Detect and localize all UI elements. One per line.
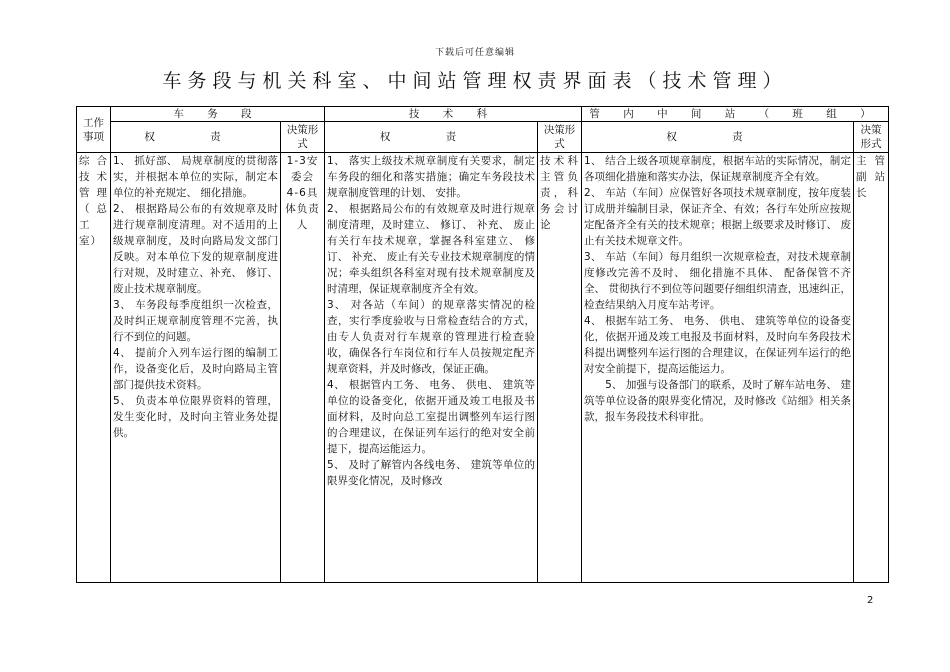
header-note: 下载后可任意编辑	[434, 48, 515, 58]
section-header-row	[77, 107, 889, 122]
col-quan-jishuke: 权 责	[325, 122, 538, 153]
section-jishuke: 技 术 科	[325, 107, 582, 122]
section-zhongjianzhan: 管 内 中 间 站 （ 班 组 ）	[582, 107, 889, 122]
chewuduan-juece-cell: 1-3安委会 4-6具体负责人	[281, 153, 325, 583]
responsibility-table	[76, 106, 889, 583]
table-row	[77, 153, 889, 583]
section-chewuduan: 车 务 段	[111, 107, 325, 122]
zhan-juece-cell: 主管副站长	[854, 153, 889, 583]
item-cell: 综合技术管理（总工室）	[77, 153, 111, 583]
col-juece-chewuduan: 决策形式	[281, 122, 325, 153]
col-quan-zhan: 权 责	[582, 122, 854, 153]
col-quan-chewuduan: 权 责	[111, 122, 281, 153]
item-header: 工作事项	[77, 107, 111, 153]
col-juece-zhan: 决策形式	[854, 122, 889, 153]
zhan-quan-cell: 1、 结合上级各项规章制度，根据车站的实际情况，制定各项细化措施和落实办法，保证规章制度齐全有效。 2、 车站（车间）应保管好各项技术规章制度，按年度装订成册并编制目录，保证齐全、有效；各行车处所应按规定配备齐全有关的技术规章；根据上级要求及时修订、 废止有关技术规章文件。 3、 车站（车间）每月组织一次规章检查，对技术规章制度修改完善不及时、 细化措施不具体、 配备保管不齐全、 贯彻执行不到位等问题要仔细组织清查，迅速纠正，检查结果纳入月度车站考评。 4、 根据车站工务、 电务、 供电、 建筑等单位的设备变化，依据开通及竣工电报及书面材料，及时向车务段技术科提出调整列车运行图的合理建议，在保证列车运行的绝对安全前提下，提高运能运力。 5、 加强与设备部门的联系，及时了解车站电务、 建筑等单位设备的限界变化情况，及时修改《站细》相关条款，报车务段技术科审批。	[582, 153, 854, 583]
page-title: 车务段与机关科室、中间站管理权责界面表（技术管理）	[162, 70, 788, 92]
jishuke-juece-cell: 技术科主管负责，科务会讨论	[538, 153, 582, 583]
sub-header-row	[77, 122, 889, 153]
page-number: 2	[867, 595, 874, 606]
chewuduan-quan-cell: 1、 抓好部、 局规章制度的贯彻落实，并根据本单位的实际，制定本单位的补充规定、 细化措施。 2、 根据路局公布的有效规章及时进行规章制度清理。对不适用的上级规章制度，及时向路局发文部门反映。对本单位下发的规章制度进行对规，及时建立、补充、 修订、 废止技术规章制度。 3、 车务段每季度组织一次检查，及时纠正规章制度管理不完善，执行不到位的问题。 4、 提前介入列车运行图的编制工作，设备变化后，及时向路局主管部门提供技术资料。 5、 负责本单位限界资料的管理，发生变化时，及时向主管业务处提供。	[111, 153, 281, 583]
jishuke-quan-cell: 1、 落实上级技术规章制度有关要求，制定车务段的细化和落实措施；确定车务段技术规章制度管理的计划、 安排。 2、 根据路局公布的有效规章及时进行规章制度清理，及时建立、 修订、 补充、 废止有关行车技术规章，掌握各科室建立、 修订、 补充、 废止有关专业技术规章制度的情况；牵头组织各科室对现有技术规章制度及时清理，保证规章制度齐全有效。 3、 对各站（车间）的规章落实情况的检查，实行季度验收与日常检查结合的方式，由专人负责对行车规章的管理进行检查验收，确保各行车岗位和行车人员按规定配齐规章资料，并及时修改，保证正确。 4、 根据管内工务、 电务、 供电、 建筑等单位的设备变化，依据开通及竣工电报及书面材料，及时向总工室提出调整列车运行图的合理建议，在保证列车运行的绝对安全前提下，提高运能运力。 5、 及时了解管内各线电务、 建筑等单位的限界变化情况，及时修改	[325, 153, 538, 583]
col-juece-jishuke: 决策形式	[538, 122, 582, 153]
